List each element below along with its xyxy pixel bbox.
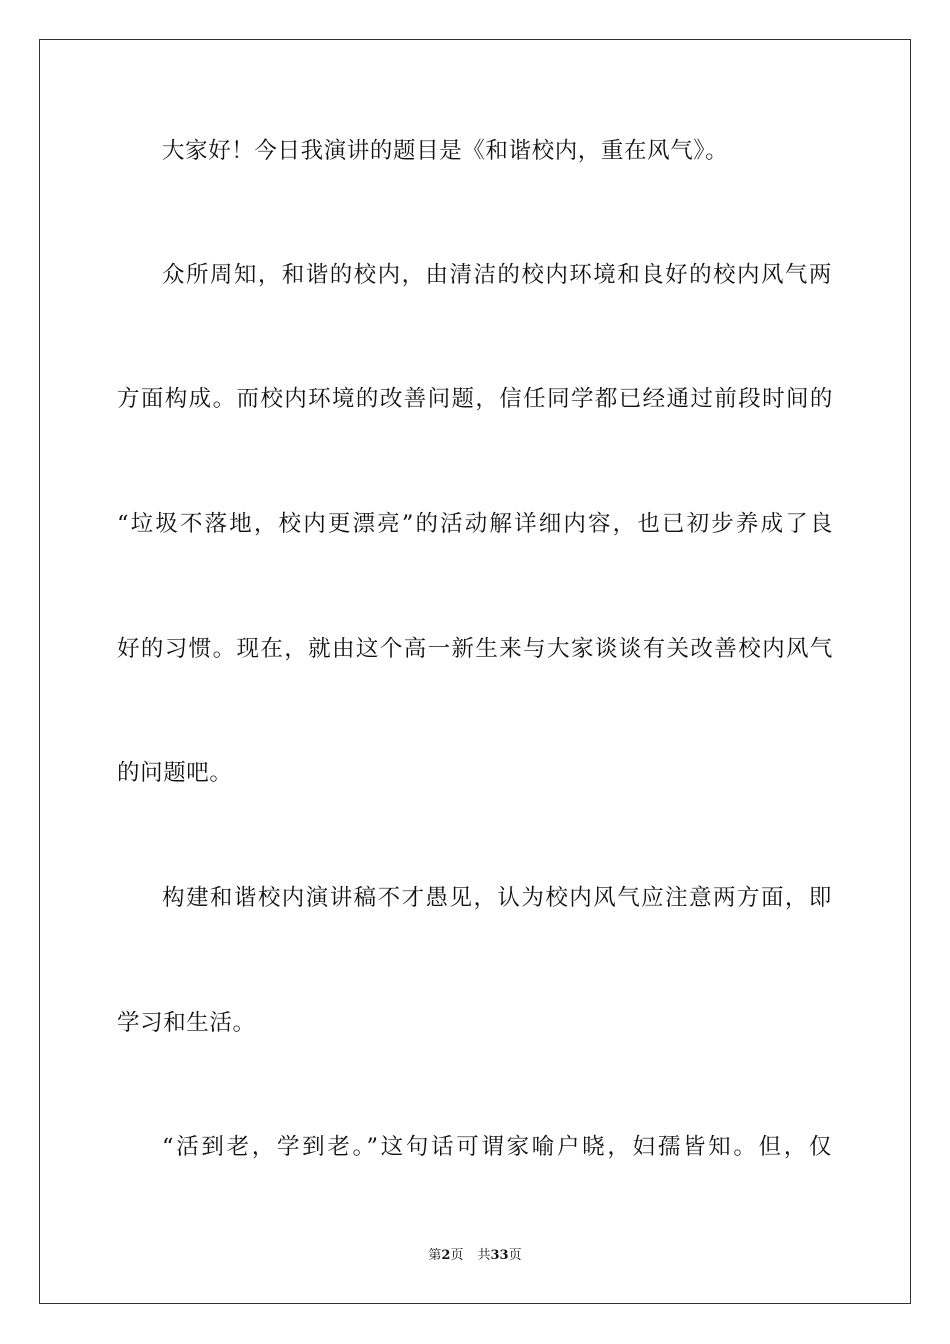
total-prefix: 共 (477, 1248, 491, 1263)
page-number: 2 (441, 1248, 451, 1263)
paragraph-line: “垃圾不落地，校内更漂亮”的活动解详细内容，也已初步养成了良 (117, 511, 833, 537)
total-suffix: 页 (508, 1248, 522, 1263)
paragraph-line: 构建和谐校内演讲稿不才愚见，认为校内风气应注意两方面，即 (162, 885, 832, 911)
paragraph-line: 学习和生活。 (117, 1010, 256, 1036)
total-pages: 33 (490, 1248, 509, 1263)
paragraph-line: 众所周知，和谐的校内，由清洁的校内环境和良好的校内风气两 (162, 262, 832, 288)
paragraph-line: 好的习惯。现在，就由这个高一新生来与大家谈谈有关改善校内风气 (117, 636, 833, 662)
page-prefix: 第 (428, 1248, 442, 1263)
paragraph-line: “活到老，学到老。”这句话可谓家喻户晓，妇孺皆知。但，仅 (162, 1134, 832, 1160)
page-suffix: 页 (450, 1248, 464, 1263)
paragraph-line: 大家好！今日我演讲的题目是《和谐校内，重在风气》。 (162, 138, 729, 164)
paragraph-line: 方面构成。而校内环境的改善问题，信任同学都已经通过前段时间的 (117, 386, 833, 412)
page-border (39, 39, 911, 1304)
page-footer (0, 1247, 950, 1265)
paragraph-line: 的问题吧。 (117, 760, 233, 786)
